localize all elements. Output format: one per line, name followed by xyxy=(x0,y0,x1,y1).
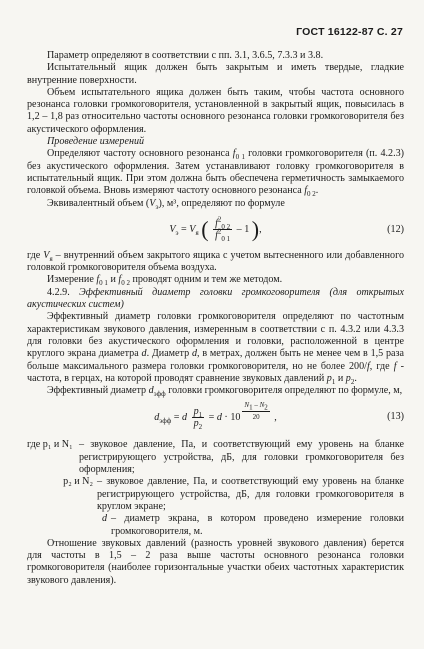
paragraph-2: Испытательный ящик должен быть закрытым и иметь твердые, гладкие внутренние поверхности. xyxy=(27,62,404,86)
document-body xyxy=(27,50,404,587)
equation-12: $V_э = V_я$ ( $\frac{f^2_{0 2}}{f^2_{0 1}}$ – 1 ), (12) xyxy=(169,216,404,244)
where-vya: где $V_я$ – внутренний объем закрытого ящика с учетом вытесненного или добавленного головкой громкоговорителя объема воздуха. xyxy=(27,249,405,274)
equation-number-13: (13) xyxy=(387,411,404,423)
paragraph-5: Эквивалентный объем $(V_э)$, м³, определяют по формуле xyxy=(47,197,285,211)
symbol-definitions xyxy=(27,439,404,537)
paragraph-6: Измерение $f_{0 1}$ и $f_{0 2}$ проводят одним и тем же методом. xyxy=(47,274,283,288)
definition-d: d – диаметр экрана, в котором проведено измерение головки громкоговорителя, м. xyxy=(101,513,404,537)
page-header: ГОСТ 16122-87 С. 27 xyxy=(296,26,403,38)
paragraph-8: Эффективный диаметр $d_{эфф}$ головки громкоговорителя определяют по формуле, м, xyxy=(47,385,403,399)
paragraph-9: Отношение звуковых давлений (разность уровней звукового давления) берется для частоты в 1,5 – 2 раза выше частоты основного резонанса головки громкоговорителя (наиболее горизонтальные участки обеих частотных характеристик звукового давления). xyxy=(27,537,404,586)
paragraph-3: Объем испытательного ящика должен быть таким, чтобы частота основного резонанса головки громкоговорителя, установленной в закрытый ящик, повысилась в 1,2 – 1,8 раз относительно частоты основного резонанса головки громкоговорителя без акустического оформления. xyxy=(27,86,404,135)
paragraph-7: Эффективный диаметр головки громкоговорителя определяют по частотным характеристикам звукового давления, измеренным в соответствии с п. 4.3.2 или 4.3.3 для головки без акустического оформления и головки, расположенной в центре круглого экрана диаметра d. Диаметр d, в метрах, должен быть не менее чем в 1,5 раза больше максимального размера головки громкоговорителя, но не более 200/f, где f - частота, в герцах, на которой проводят сравнение звуковых давлений $p_1$ и $p_2$. xyxy=(27,311,404,386)
paragraph-1: Параметр определяют в соответствии с пп. 3.1, 3.6.5, 7.3.3 и 3.8. xyxy=(47,50,324,61)
section-4-2-9: 4.2.9. Эффективный диаметр головки громкоговорителя (для открытых акустических систем) xyxy=(27,286,404,311)
equation-number-12: (12) xyxy=(387,223,404,235)
definition-p1-n1: где p₁ и N₁ – звуковое давление, Па, и соответствующий ему уровень на бланке регистрирующего устройства, дБ, для головки громкоговорителя без оформления; xyxy=(27,439,404,476)
definition-p2-n2: p₂ и N₂ – звуковое давление, Па, и соответствующий ему уровень на бланке регистрирующего устройства, дБ, для головки громкоговорителя в круглом экране; xyxy=(63,476,404,512)
subheading-measurements: Проведение измерений xyxy=(47,136,145,148)
equation-13: $d_{эфф} = d$ $\frac{p_1}{p_2}$ = d · 10 $^{\frac{N_1 - N_2}{20}}$ , (13) xyxy=(154,401,404,431)
paragraph-4: Определяют частоту основного резонанса $f_{0 1}$ головки громкоговорителя (п. 4.2.3) без акустического оформления. Затем устанавливают головку громкоговорителя в испытательный ящик. При этом должна быть обеспечена герметичность замыкаемого головкой объема. Вновь измеряют частоту основного резонанса $f_{0 2}$. xyxy=(27,148,404,199)
